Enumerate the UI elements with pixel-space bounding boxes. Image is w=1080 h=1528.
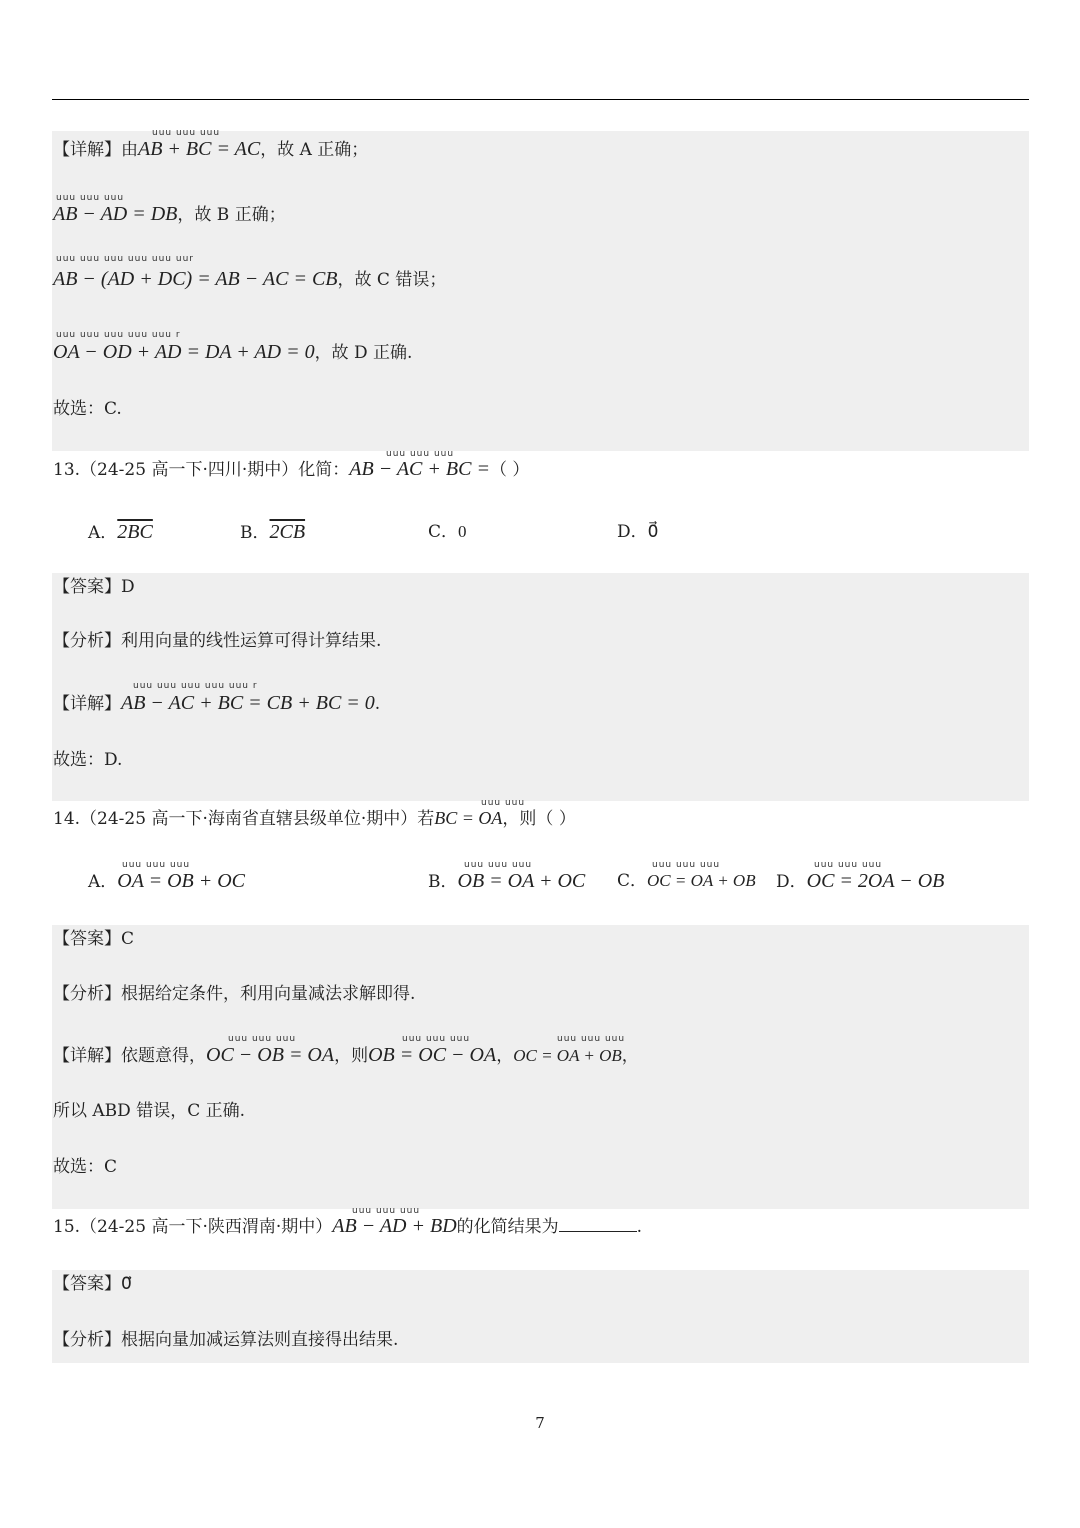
analysis-line: 【分析】根据向量加减运算法则直接得出结果. [53, 1330, 399, 1350]
detail-line: 【详解】AB − AC + BC = CB + BC = 0. [53, 692, 381, 714]
vector-expression: AB − AC + BC = [349, 458, 490, 480]
vector-arrows: uuu uuu uuu [557, 1034, 626, 1044]
vector-arrows: uuu uuu uuu [228, 1034, 297, 1044]
conclusion-line: 所以 ABD 错误，C 正确. [53, 1101, 246, 1121]
analysis-line: 【分析】利用向量的线性运算可得计算结果. [53, 631, 382, 651]
vector-arrows: uuu uuu uuu [464, 860, 533, 870]
vector-arrows: uuu uuu uuu [386, 449, 455, 459]
vector-arrows: uuu uuu uuu [152, 128, 221, 138]
choose-line: 故选：C. [53, 399, 122, 419]
question-14: 14.（24-25 高一下·海南省直辖县级单位·期中）若BC = OA，则（ ） [53, 808, 576, 829]
vector-arrows: uuu uuu uuu [122, 860, 191, 870]
vector-arrows: uuu uuu uuu uuu uuu uur [56, 254, 194, 264]
vector-expression: OA − OD + AD = DA + AD = 0 [53, 341, 315, 363]
page-number: 7 [535, 1414, 545, 1432]
vector-expression: AB − AD + BD [332, 1215, 457, 1237]
detail-line-4: OA − OD + AD = DA + AD = 0，故 D 正确. [53, 341, 413, 363]
detail-line: 【详解】依题意得，OC − OB = OA，则OB = OC − OA，OC = OA + OB， [53, 1044, 639, 1066]
vector-arrows: uuu uuu uuu [402, 1034, 471, 1044]
vector-arrows: uuu uuu uuu uuu uuu r [133, 681, 258, 691]
vector-arrows: uuu uuu uuu [652, 860, 721, 870]
choose-line: 故选：C [53, 1157, 118, 1177]
vector-expression: AB − (AD + DC) = AB − AC = CB [53, 268, 338, 290]
vector-arrows: uuu uuu uuu [814, 860, 883, 870]
option-c: C．OC = OA + OB [617, 871, 756, 891]
option-b: B．OB = OA + OC [428, 870, 586, 892]
question-13: 13.（24-25 高一下·四川·期中）化简：AB − AC + BC =（ ） [53, 458, 530, 480]
vector-expression: BC = OA [434, 808, 503, 828]
answer-blank [559, 1213, 637, 1232]
detail-line-2: AB − AD = DB，故 B 正确； [53, 203, 286, 225]
detail-line-3: AB − (AD + DC) = AB − AC = CB，故 C 错误； [53, 268, 447, 290]
vector-arrows: uuu uuu uuu [56, 193, 125, 203]
vector-expression: AB + BC = AC [138, 138, 261, 160]
answer-line: 【答案】D [53, 577, 135, 597]
option-b: B．2CB [240, 521, 306, 543]
vector-expression: AB − AD = DB [53, 203, 178, 225]
option-d: D．0⃗ [617, 522, 659, 542]
option-a: A．2BC [88, 521, 153, 543]
choose-line: 故选：D. [53, 750, 123, 770]
vector-arrows: uuu uuu uuu uuu uuu r [56, 330, 181, 340]
question-15: 15.（24-25 高一下·陕西渭南·期中）AB − AD + BD的化简结果为 . [53, 1215, 643, 1237]
option-c: C．0 [428, 522, 467, 542]
option-d: D．OC = 2OA − OB [776, 870, 945, 892]
detail-line-1: 【详解】由AB + BC = AC，故 A 正确； [53, 138, 369, 160]
header-rule [52, 99, 1029, 100]
vector-arrows: uuu uuu uuu [352, 1206, 421, 1216]
vector-arrows: uuu uuu [481, 798, 526, 808]
vector-expression: AB − AC + BC = CB + BC = 0 [121, 692, 375, 714]
analysis-line: 【分析】根据给定条件，利用向量减法求解即得. [53, 984, 416, 1004]
answer-line: 【答案】C [53, 929, 135, 949]
answer-line: 【答案】0⃗ [53, 1274, 132, 1294]
option-a: A．OA = OB + OC [88, 870, 246, 892]
